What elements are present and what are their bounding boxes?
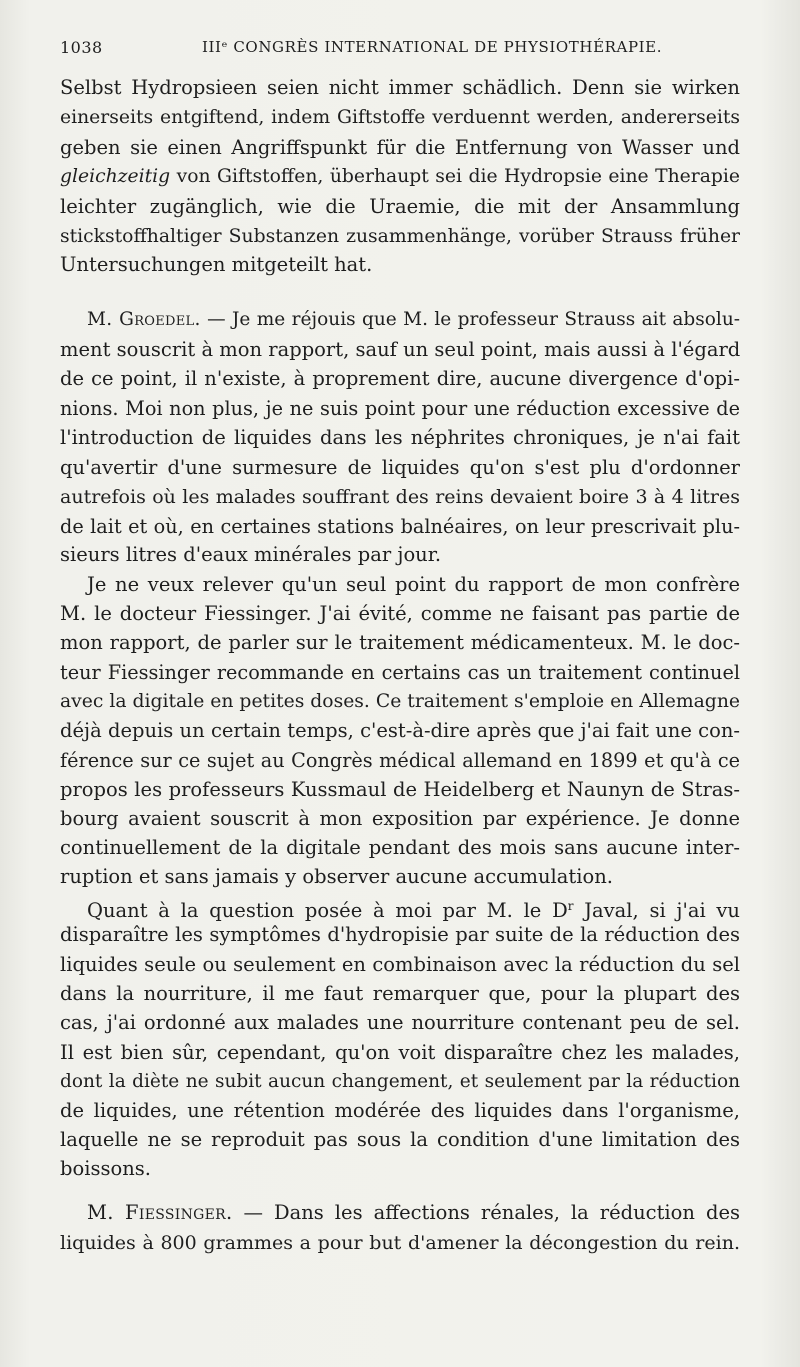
text-segment: Quant à la question posée à moi par M. le D xyxy=(87,899,568,922)
text-line: l'introduction de liquides dans les néphrites chroniques, je n'ai fait xyxy=(60,426,740,449)
text-segment: von Giftstoffen, überhaupt sei die Hydropsie eine Therapie xyxy=(170,166,740,187)
text-line: mon rapport, de parler sur le traitement médicamenteux. M. le doc- xyxy=(60,631,740,654)
text-line: avec la digitale en petites doses. Ce traitement s'emploie en Allemagne xyxy=(60,691,740,712)
text-line: férence sur ce sujet au Congrès médical allemand en 1899 et qu'à ce xyxy=(60,749,740,772)
text-line: Untersuchungen mitgeteilt hat. xyxy=(60,253,373,276)
text-line xyxy=(87,305,740,335)
text-line xyxy=(60,162,740,192)
text-line: de lait et où, en certaines stations balnéaires, on leur prescrivait plu- xyxy=(60,515,740,538)
text-line: ruption et sans jamais y observer aucune accumulation. xyxy=(60,865,613,888)
text-line: einerseits entgiftend, indem Giftstoffe verduennt werden, andererseits xyxy=(60,107,740,128)
page-number: 1038 xyxy=(60,38,103,57)
text-line: Je ne veux relever qu'un seul point du rapport de mon confrère xyxy=(87,573,740,596)
text-line: qu'avertir d'une surmesure de liquides qu'on s'est plu d'ordonner xyxy=(60,456,740,479)
text-line xyxy=(87,1198,740,1228)
text-line: nions. Moi non plus, je ne suis point pour une réduction excessive de xyxy=(60,397,740,420)
text-segment: — Je me réjouis que M. le professeur Strauss ait absolu- xyxy=(200,309,740,330)
text-line: teur Fiessinger recommande en certains cas un traitement continuel xyxy=(60,661,740,684)
italic-word: gleichzeitig xyxy=(60,166,171,187)
text-line: propos les professeurs Kussmaul de Heidelberg et Naunyn de Stras- xyxy=(60,778,740,801)
speaker-name: M. Groedel. xyxy=(87,309,201,330)
text-line: de liquides, une rétention modérée des liquides dans l'organisme, xyxy=(60,1099,740,1122)
text-line xyxy=(87,891,740,921)
text-line: autrefois où les malades souffrant des reins devaient boire 3 à 4 litres xyxy=(60,486,740,508)
text-line: bourg avaient souscrit à mon exposition par expérience. Je donne xyxy=(60,807,740,830)
text-line: ment souscrit à mon rapport, sauf un seul point, mais aussi à l'égard xyxy=(60,338,741,361)
text-line: de ce point, il n'existe, à proprement dire, aucune divergence d'opi- xyxy=(60,367,740,390)
text-line: continuellement de la digitale pendant des mois sans aucune inter- xyxy=(60,836,740,859)
superscript: r xyxy=(567,899,574,913)
speaker-name: M. Fiessinger. xyxy=(87,1201,233,1224)
text-line: cas, j'ai ordonné aux malades une nourriture contenant peu de sel. xyxy=(60,1011,740,1034)
text-line: Il est bien sûr, cependant, qu'on voit disparaître chez les malades, xyxy=(60,1041,740,1064)
text-line: sieurs litres d'eaux minérales par jour. xyxy=(60,543,442,566)
text-line: disparaître les symptômes d'hydropisie par suite de la réduction des xyxy=(60,923,740,946)
text-line: liquides seule ou seulement en combinaison avec la réduction du sel xyxy=(60,953,740,976)
text-line: laquelle ne se reproduit pas sous la condition d'une limitation des xyxy=(60,1128,740,1151)
text-line: déjà depuis un certain temps, c'est-à-dire après que j'ai fait une con- xyxy=(60,719,740,742)
text-segment: Javal, si j'ai vu xyxy=(573,899,740,922)
text-line: leichter zugänglich, wie die Uraemie, die mit der Ansammlung xyxy=(60,195,740,218)
text-line: M. le docteur Fiessinger. J'ai évité, comme ne faisant pas partie de xyxy=(60,602,740,625)
running-head xyxy=(60,38,732,62)
text-line: geben sie einen Angriffspunkt für die Entfernung von Wasser und xyxy=(60,136,740,159)
text-segment: — Dans les affections rénales, la réduction des xyxy=(232,1201,740,1224)
text-line: Selbst Hydropsieen seien nicht immer schädlich. Denn sie wirken xyxy=(60,76,740,99)
running-title: IIIᵉ CONGRÈS INTERNATIONAL DE PHYSIOTHÉRAPIE. xyxy=(202,38,663,56)
text-line: stickstoffhaltiger Substanzen zusammenhänge, vorüber Strauss früher xyxy=(60,226,740,247)
text-line: boissons. xyxy=(60,1157,151,1180)
text-line: dans la nourriture, il me faut remarquer que, pour la plupart des xyxy=(60,982,740,1005)
text-line: dont la diète ne subit aucun changement, et seulement par la réduction xyxy=(60,1071,740,1092)
text-line: liquides à 800 grammes a pour but d'amener la décongestion du rein. xyxy=(60,1232,740,1254)
